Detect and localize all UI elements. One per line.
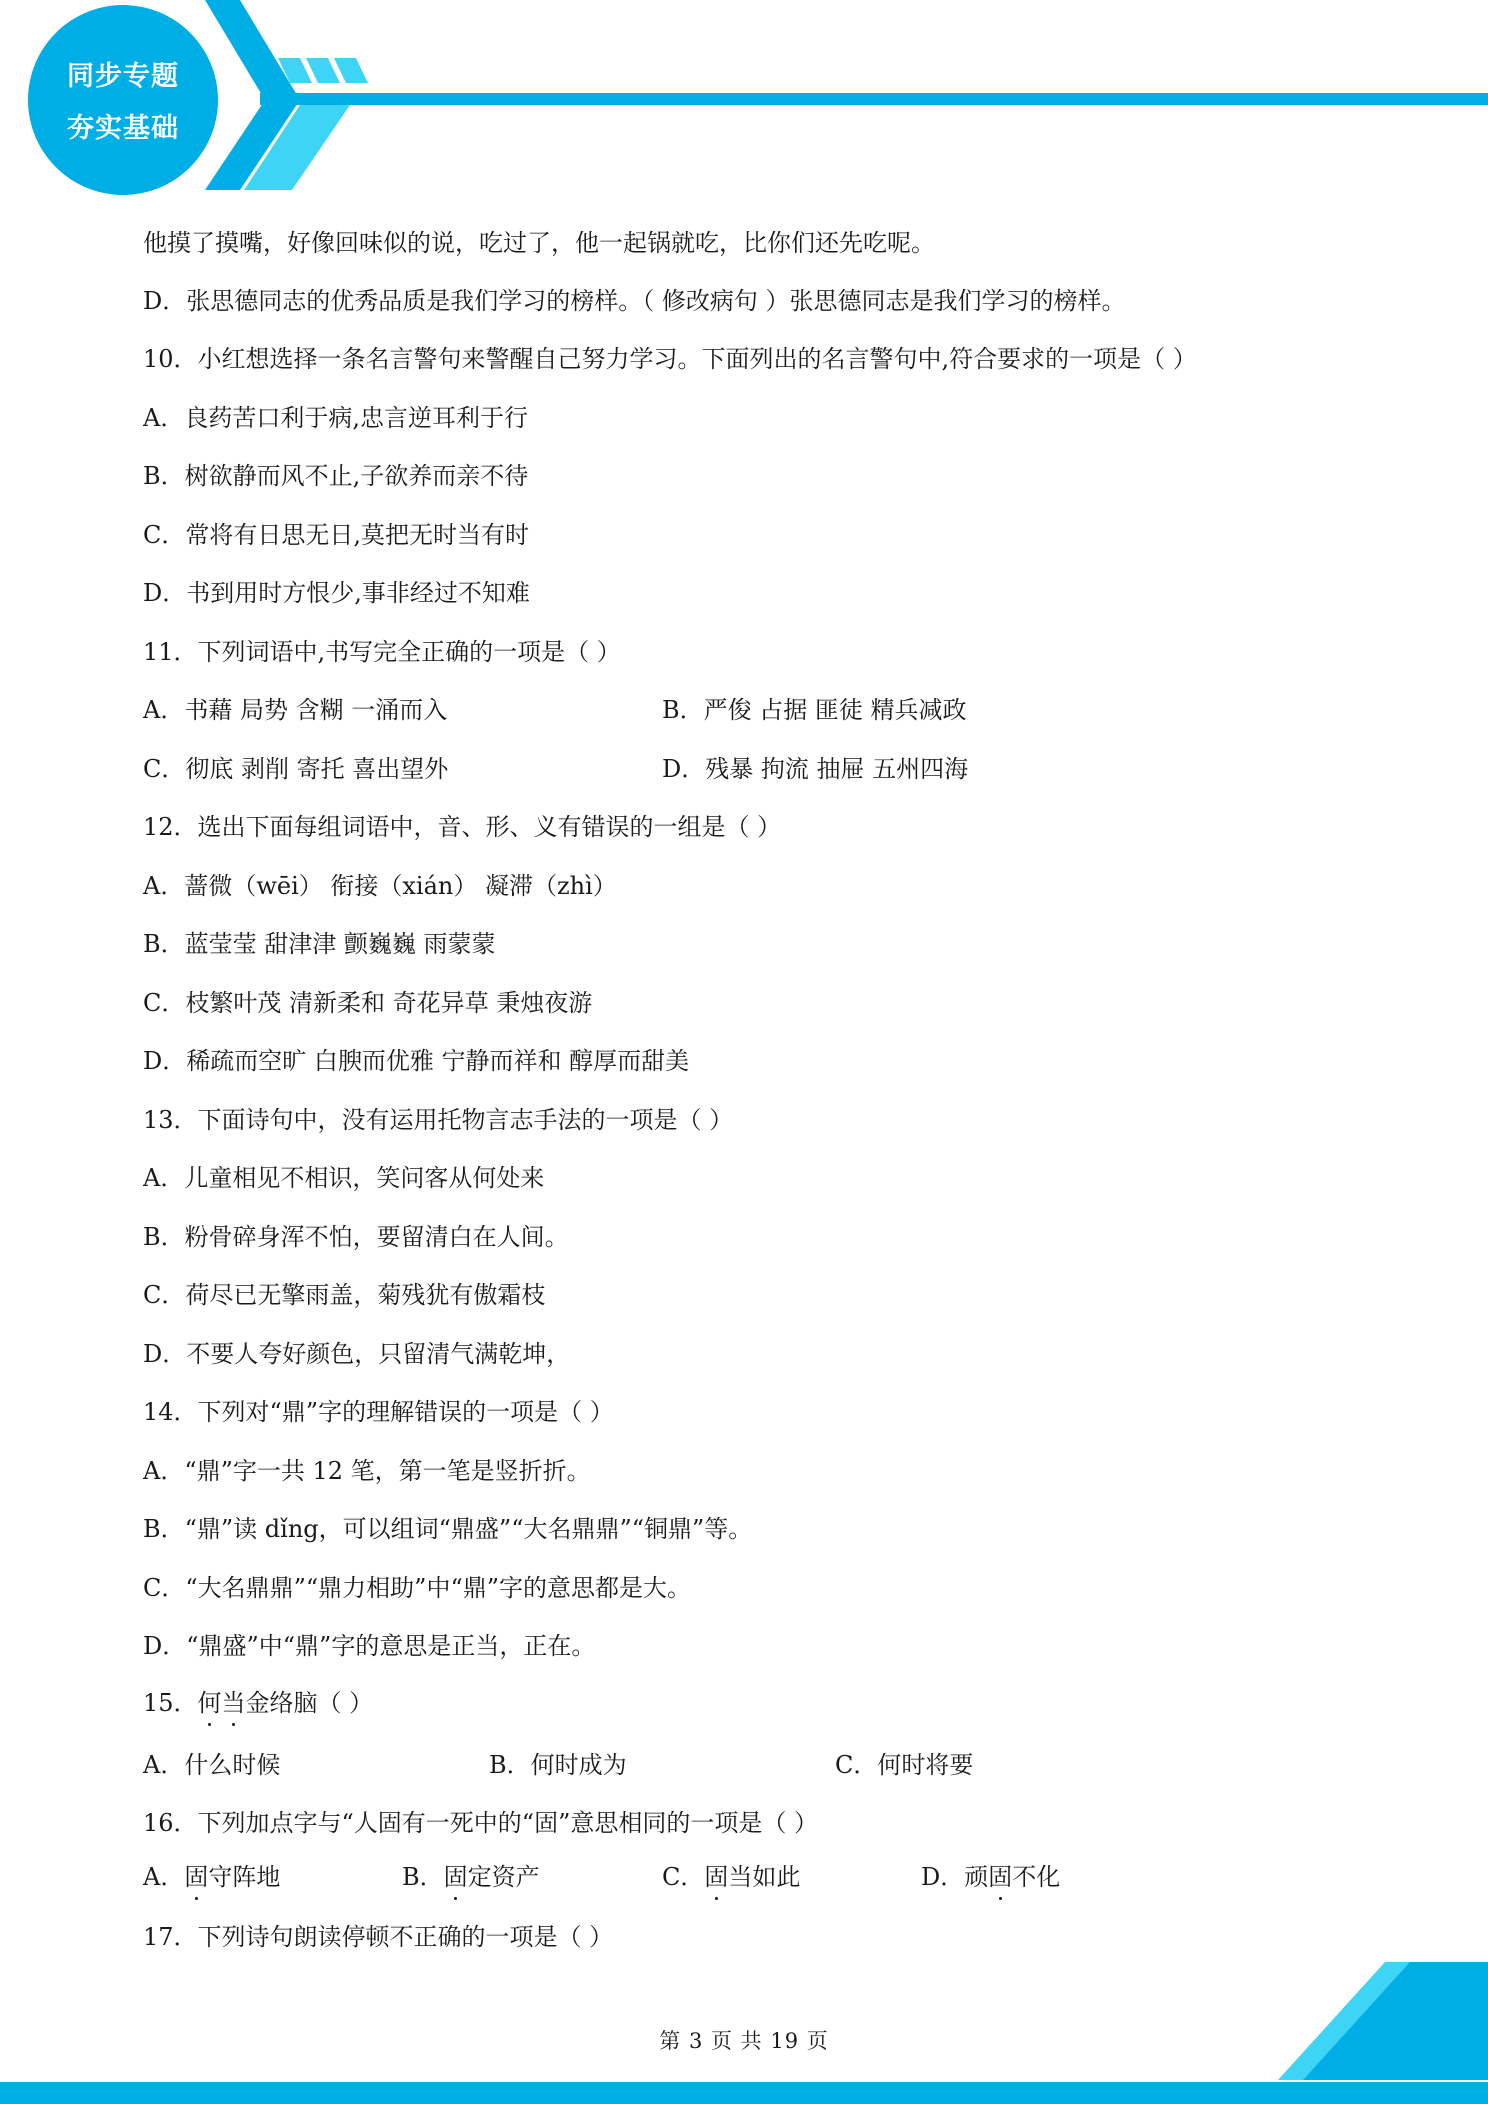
header-stripe-3 xyxy=(334,58,368,83)
q15-option-b: B．何时成为 xyxy=(489,1751,627,1779)
q10-option-a: A．良药苦口利于病,忠言逆耳利于行 xyxy=(143,404,528,432)
q10-option-b: B．树欲静而风不止,子欲养而亲不待 xyxy=(143,462,529,490)
q15-rest: 金络脑（ ） xyxy=(245,1689,374,1717)
q11-option-d: D．残暴 拘流 抽屉 五州四海 xyxy=(662,755,969,783)
question-13: 13．下面诗句中，没有运用托物言志手法的一项是（ ） xyxy=(143,1106,734,1134)
q12-option-c: C．枝繁叶茂 清新柔和 奇花异草 秉烛夜游 xyxy=(143,989,593,1017)
q14-option-c: C．“大名鼎鼎”“鼎力相助”中“鼎”字的意思都是大。 xyxy=(143,1574,691,1602)
q13-option-b: B．粉骨碎身浑不怕，要留清白在人间。 xyxy=(143,1223,569,1251)
badge-line-2: 夯实基础 xyxy=(67,113,179,144)
q12-option-d: D．稀疏而空旷 白腴而优雅 宁静而祥和 醇厚而甜美 xyxy=(143,1047,690,1075)
q11-option-c: C．彻底 剥削 寄托 喜出望外 xyxy=(143,755,449,783)
page-number: 第 3 页 共 19 页 xyxy=(659,2029,829,2053)
question-15 xyxy=(143,1688,373,1718)
question-12: 12．选出下面每组词语中，音、形、义有错误的一组是（ ） xyxy=(143,813,782,841)
q16-b-label: B． xyxy=(402,1863,444,1891)
q16-b-dotted-char: 固 xyxy=(443,1863,468,1891)
q14-option-b: B．“鼎”读 dǐng，可以组词“鼎盛”“大名鼎鼎”“铜鼎”等。 xyxy=(143,1515,753,1543)
q16-d-label: D．顽 xyxy=(921,1863,989,1891)
q16-a-label: A． xyxy=(143,1863,185,1891)
continued-text: 他摸了摸嘴，好像回味似的说，吃过了，他一起锅就吃，比你们还先吃呢。 xyxy=(143,229,935,257)
q15-dotted-char-2: 当 xyxy=(221,1689,246,1717)
q16-option-b xyxy=(402,1862,540,1892)
q15-option-c: C．何时将要 xyxy=(835,1751,974,1779)
q14-option-a: A．“鼎”字一共 12 笔，第一笔是竖折折。 xyxy=(143,1457,591,1485)
header-badge xyxy=(28,5,218,195)
question-16: 16．下列加点字与“人固有一死中的“固”意思相同的一项是（ ） xyxy=(143,1809,818,1837)
q13-option-a: A．儿童相见不相识，笑问客从何处来 xyxy=(143,1164,545,1192)
q13-option-c: C．荷尽已无擎雨盖，菊残犹有傲霜枝 xyxy=(143,1281,546,1309)
q15-number: 15． xyxy=(143,1689,198,1717)
footer-slant-dark xyxy=(1303,1962,1488,2080)
footer-bar xyxy=(0,2082,1488,2104)
q16-option-c xyxy=(662,1862,800,1892)
badge-line-1: 同步专题 xyxy=(67,61,179,92)
q10-option-c: C．常将有日思无日,莫把无时当有时 xyxy=(143,521,529,549)
prev-option-d: D．张思德同志的优秀品质是我们学习的榜样。（ 修改病句 ）张思德同志是我们学习的榜样。 xyxy=(143,287,1126,315)
q15-dotted-char-1: 何 xyxy=(197,1689,222,1717)
q15-option-a: A．什么时候 xyxy=(143,1751,281,1779)
q16-d-rest: 不化 xyxy=(1012,1863,1061,1891)
question-17: 17．下列诗句朗读停顿不正确的一项是（ ） xyxy=(143,1923,614,1951)
header-line xyxy=(260,93,1488,105)
q11-option-a: A．书藉 局势 含糊 一涌而入 xyxy=(143,696,448,724)
q16-c-label: C． xyxy=(662,1863,705,1891)
header-stripe-2 xyxy=(306,58,340,83)
question-14: 14．下列对“鼎”字的理解错误的一项是（ ） xyxy=(143,1398,614,1426)
q14-option-d: D．“鼎盛”中“鼎”字的意思是正当，正在。 xyxy=(143,1632,596,1660)
q16-option-a xyxy=(143,1862,280,1892)
q12-option-a: A．蔷微（wēi） 衔接（xián） 凝滞（zhì） xyxy=(143,872,617,900)
q16-b-rest: 定资产 xyxy=(467,1863,540,1891)
question-11: 11．下列词语中,书写完全正确的一项是（ ） xyxy=(143,638,621,666)
q13-option-d: D．不要人夸好颜色，只留清气满乾坤， xyxy=(143,1340,571,1368)
header-decoration xyxy=(0,0,1488,200)
q10-option-d: D．书到用时方恨少,事非经过不知难 xyxy=(143,579,530,607)
q11-option-b: B．严俊 占据 匪徒 精兵减政 xyxy=(662,696,967,724)
q16-c-dotted-char: 固 xyxy=(704,1863,729,1891)
q12-option-b: B．蓝莹莹 甜津津 颤巍巍 雨蒙蒙 xyxy=(143,930,496,958)
q16-a-rest: 守阵地 xyxy=(208,1863,281,1891)
question-10: 10．小红想选择一条名言警句来警醒自己努力学习。下面列出的名言警句中,符合要求的一项是（ ） xyxy=(143,345,1197,373)
q16-a-dotted-char: 固 xyxy=(184,1863,209,1891)
q16-d-dotted-char: 固 xyxy=(988,1863,1013,1891)
q16-c-rest: 当如此 xyxy=(728,1863,801,1891)
q16-option-d xyxy=(921,1862,1060,1892)
